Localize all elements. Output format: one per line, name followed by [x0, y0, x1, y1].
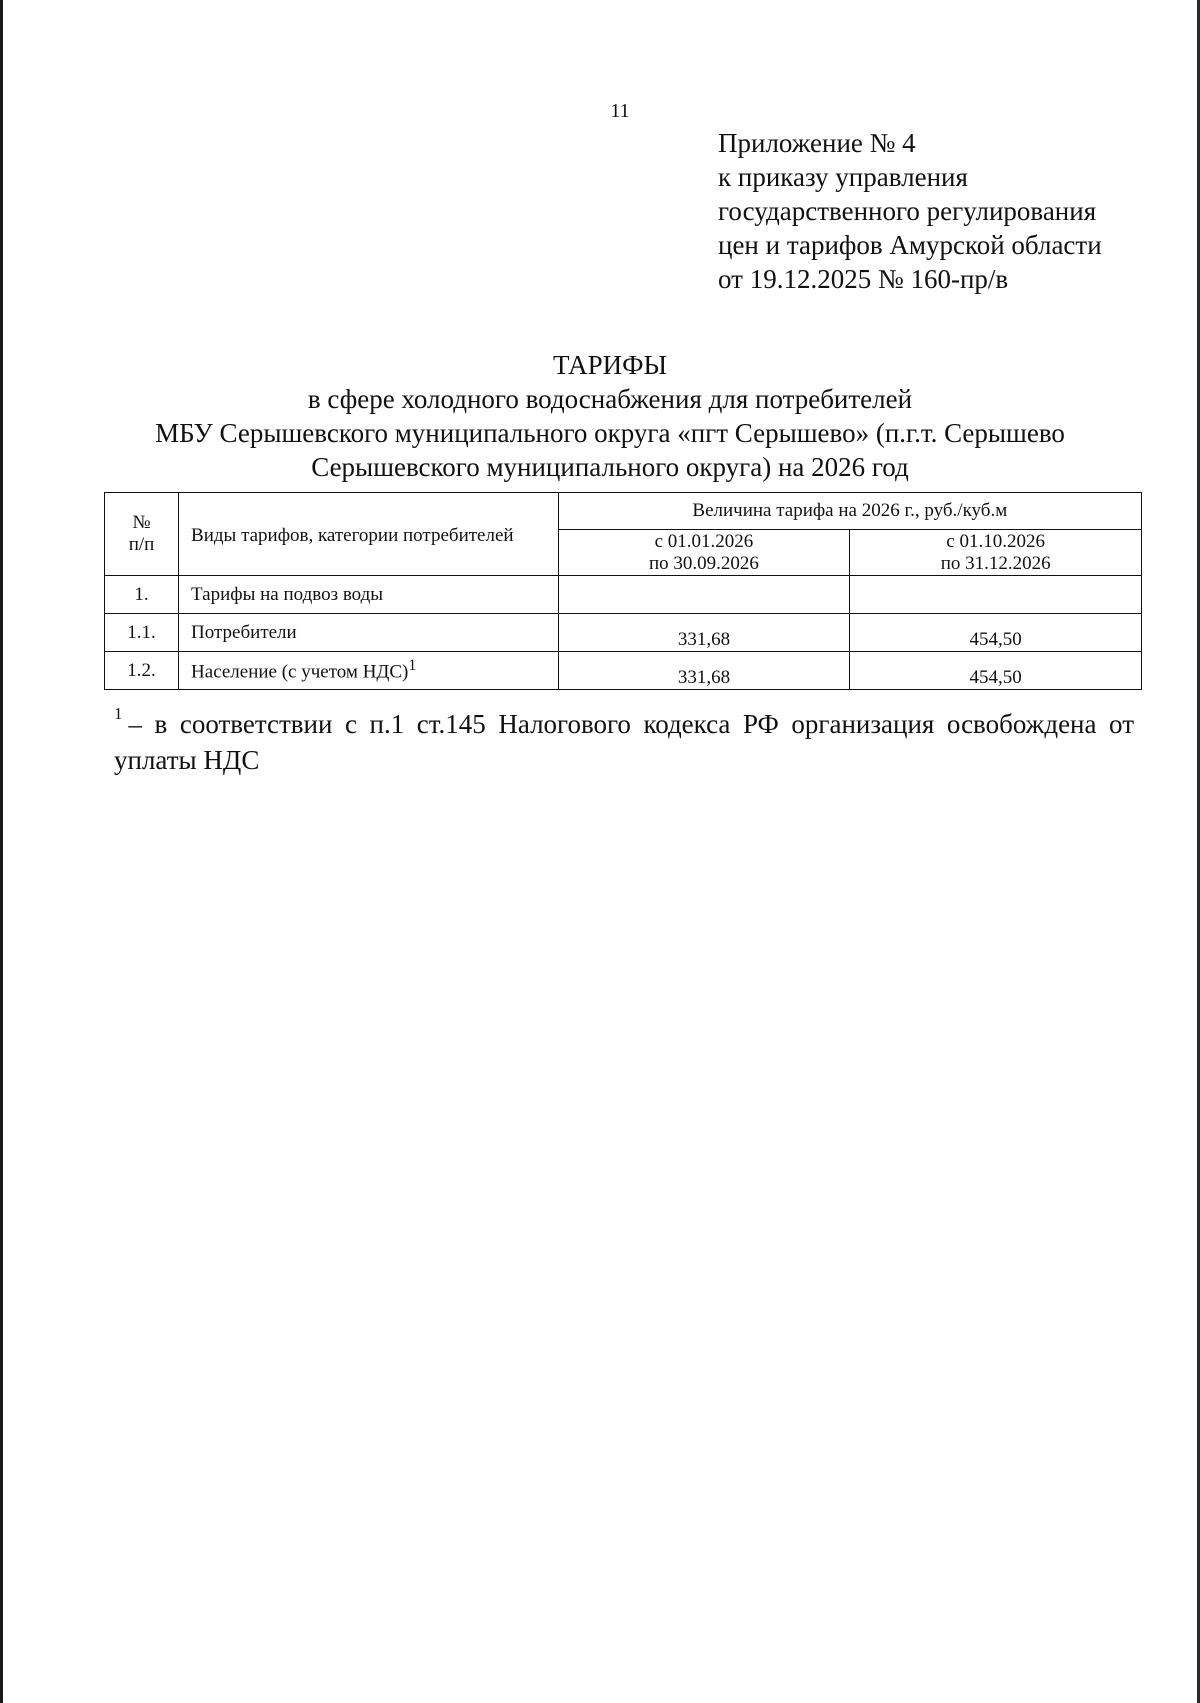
row-value-period-1: 331,68	[558, 652, 850, 690]
period-end: по 30.09.2026	[649, 552, 759, 574]
header-num-cell	[105, 493, 179, 576]
scan-edge-left	[0, 0, 3, 1703]
footnote-text: – в соответствии с п.1 ст.145 Налогового кодекса РФ организация освобождена от уплаты НДС	[114, 709, 1134, 775]
header-period-1	[558, 530, 850, 576]
row-name-cell	[179, 652, 559, 690]
header-value-cell: Величина тарифа на 2026 г., руб./куб.м	[558, 493, 1141, 530]
appendix-line: от 19.12.2025 № 160-пр/в	[718, 264, 1009, 294]
row-name: Население (с учетом НДС)	[191, 661, 409, 683]
row-value-period-2: 454,50	[850, 614, 1142, 652]
document-title	[110, 348, 1110, 484]
title-line: МБУ Серышевского муниципального округа «пгт Серышево» (п.г.т. Серышево	[155, 418, 1065, 448]
footnote	[114, 696, 1134, 778]
row-num: 1.	[105, 576, 179, 614]
row-name: Потребители	[179, 614, 559, 652]
header-num-abbr: п/п	[128, 534, 155, 555]
page-number: 11	[610, 100, 630, 122]
table-row	[105, 652, 1142, 690]
title-line: Серышевского муниципального округа) на 2026 год	[311, 452, 909, 482]
row-num: 1.2.	[105, 652, 179, 690]
period-start: с 01.10.2026	[946, 530, 1045, 552]
row-value-period-1	[558, 576, 850, 614]
appendix-block	[718, 126, 1102, 296]
title-line: в сфере холодного водоснабжения для потребителей	[307, 384, 913, 414]
footnote-ref: 1	[408, 657, 417, 675]
appendix-line: государственного регулирования	[718, 196, 1097, 226]
title-heading: ТАРИФЫ	[552, 350, 668, 380]
appendix-line: цен и тарифов Амурской области	[718, 230, 1102, 260]
footnote-mark: 1	[114, 704, 123, 723]
row-num: 1.1.	[105, 614, 179, 652]
appendix-line: Приложение № 4	[718, 128, 916, 158]
period-start: с 01.01.2026	[654, 530, 754, 552]
row-name: Тарифы на подвоз воды	[179, 576, 559, 614]
table-header-row	[105, 493, 1142, 530]
row-value-period-2	[850, 576, 1142, 614]
header-num-symbol: №	[132, 512, 151, 533]
row-value-period-1: 331,68	[558, 614, 850, 652]
header-type-cell: Виды тарифов, категории потребителей	[179, 493, 559, 576]
appendix-line: к приказу управления	[718, 162, 968, 192]
header-period-2	[850, 530, 1142, 576]
period-end: по 31.12.2026	[940, 552, 1051, 574]
row-value-period-2: 454,50	[850, 652, 1142, 690]
table-row	[105, 576, 1142, 614]
tariff-table	[104, 492, 1142, 690]
table-row	[105, 614, 1142, 652]
